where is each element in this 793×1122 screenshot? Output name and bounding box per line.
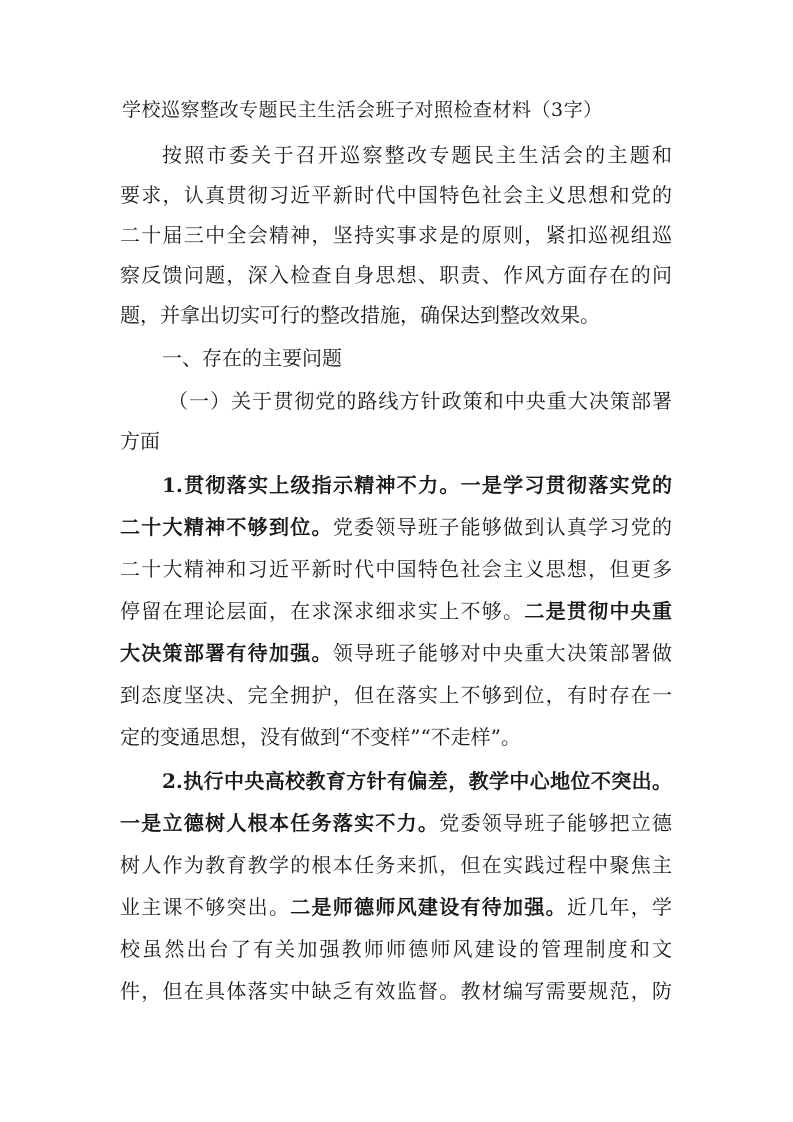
- subsection-heading: （一）关于贯彻党的路线方针政策和中央重大决策部署: [168, 389, 672, 413]
- section-heading: 一、存在的主要问题: [162, 346, 342, 370]
- item1-text: 领导班子能够对中央重大决策部署做: [332, 641, 673, 665]
- intro-line: 察反馈问题，深入检查自身思想、职责、作风方面存在的问: [120, 263, 672, 287]
- item1-text: 停留在理论层面，在求深求细求实上不够。: [120, 599, 525, 623]
- intro-line: 二十届三中全会精神，坚持实事求是的原则，紧扣巡视组巡: [120, 223, 672, 247]
- item1-line: [120, 640, 672, 666]
- item1-bold-text: 二十大精神不够到位。: [120, 515, 333, 539]
- item1-line: 定的变通思想，没有做到“不变样”“不走样”。: [120, 725, 521, 749]
- item1-line: [120, 598, 672, 624]
- item1-line: 到态度坚决、完全拥护，但在落实上不够到位，有时存在一: [120, 683, 672, 707]
- item2-text: 业主课不够突出。: [120, 895, 291, 919]
- item1-line: [120, 514, 672, 540]
- item2-line: 件，但在具体落实中缺乏有效监督。教材编写需要规范，防: [120, 979, 672, 1003]
- item1-line: 二十大精神和习近平新时代中国特色社会主义思想，但更多: [120, 557, 672, 581]
- item2-line: 树人作为教育教学的根本任务来抓，但在实践过程中聚焦主: [120, 853, 672, 877]
- item2-text: 近几年，学: [566, 895, 673, 919]
- item2-line: 校虽然出台了有关加强教师师德师风建设的管理制度和文: [120, 937, 672, 961]
- intro-line: 题，并拿出切实可行的整改措施，确保达到整改效果。: [120, 303, 600, 327]
- document-title: 学校巡察整改专题民主生活会班子对照检查材料（3字）: [122, 99, 603, 121]
- item2-text: 党委领导班子能够把立德: [439, 811, 673, 835]
- item2-line: [120, 810, 672, 836]
- item1-heading: 1.贯彻落实上级指示精神不力。一是学习贯彻落实党的: [162, 473, 672, 497]
- intro-line: 要求，认真贯彻习近平新时代中国特色社会主义思想和党的: [120, 183, 672, 207]
- item2-line: [120, 894, 672, 920]
- intro-line: 按照市委关于召开巡察整改专题民主生活会的主题和: [162, 143, 672, 167]
- item2-bold-text: 二是师德师风建设有待加强。: [290, 895, 567, 919]
- subsection-heading-cont: 方面: [120, 429, 160, 453]
- item1-bold-text: 大决策部署有待加强。: [120, 641, 333, 665]
- item1-text: 党委领导班子能够做到认真学习党的: [332, 515, 673, 539]
- item1-bold-text: 二是贯彻中央重: [524, 599, 673, 623]
- item2-bold-text: 一是立德树人根本任务落实不力。: [120, 811, 440, 835]
- item2-heading: 2.执行中央高校教育方针有偏差，教学中心地位不突出。: [162, 769, 672, 793]
